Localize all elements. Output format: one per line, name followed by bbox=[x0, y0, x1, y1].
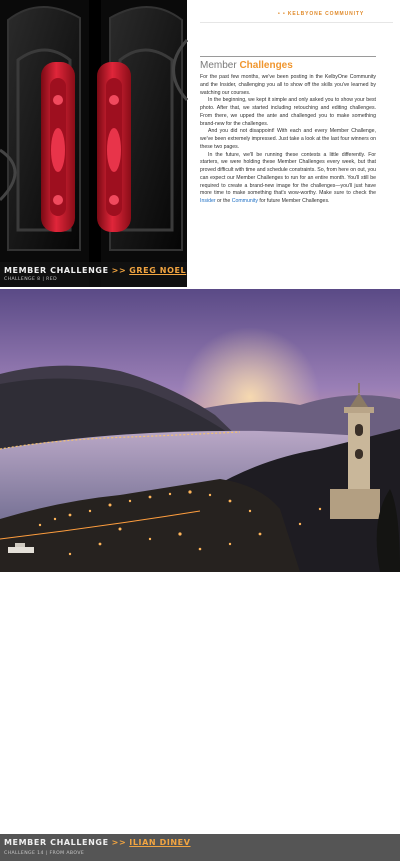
section-header: • • KELBYONE COMMUNITY bbox=[278, 11, 365, 17]
header-divider bbox=[200, 22, 393, 23]
article bbox=[200, 57, 376, 206]
door-photo bbox=[0, 0, 187, 287]
insider-link[interactable]: Insider bbox=[200, 198, 216, 204]
harbor-photo bbox=[0, 289, 400, 856]
title-part-1: Member bbox=[200, 60, 240, 71]
caption-title bbox=[4, 838, 191, 847]
title-part-2: Challenges bbox=[239, 60, 293, 71]
red-handle-left bbox=[41, 62, 75, 232]
paragraph-4 bbox=[200, 152, 376, 206]
caption-title bbox=[4, 266, 186, 275]
caption-separator: >> bbox=[111, 266, 127, 275]
caption-author: ILIAN DINEV bbox=[129, 838, 191, 847]
photo-caption-harbor bbox=[0, 834, 400, 861]
community-link[interactable]: Community bbox=[231, 198, 258, 204]
red-handle-right bbox=[97, 62, 131, 232]
paragraph-4-text-c: for future Member Challenges. bbox=[257, 198, 330, 204]
caption-separator: >> bbox=[111, 838, 127, 847]
photo-caption-door bbox=[0, 262, 187, 287]
paragraph-3: And you did not disappoint! With each and every Member Challenge, we've been extremely impressed. Just take a look at the last four winners on these two pages. bbox=[200, 128, 376, 150]
paragraph-2: In the beginning, we kept it simple and only asked you to show your best photo. After that, we started including retouching and editing challenges. From there, we upped the ante and challenged you to make something brand-new for the challenges. bbox=[200, 97, 376, 127]
caption-subtitle: CHALLENGE 8 | RED bbox=[4, 277, 58, 282]
caption-subtitle: CHALLENGE 14 | FROM ABOVE bbox=[4, 851, 85, 856]
paragraph-4-text-a: In the future, we'll be running these contests a little differently. For starters, we were holding these Member Challenges every week, but that proved difficult with time and schedule constraints. So, from here on out, you can expect our Member Challenges to run for an entire month. You'll still be required to create a brand-new image for the challenges—you'll just have more time to make something that's wow-worthy. Make sure to check the bbox=[200, 151, 376, 197]
caption-label: MEMBER CHALLENGE bbox=[4, 838, 109, 847]
paragraph-1: For the past few months, we've been posting in the KelbyOne Community and the Insider, challenging you all to show off the skills you've learned by watching our courses. bbox=[200, 74, 376, 96]
article-body bbox=[200, 74, 376, 206]
article-title bbox=[200, 59, 376, 72]
caption-author: GREG NOEL bbox=[129, 266, 187, 275]
paragraph-4-text-b: or the bbox=[215, 198, 232, 204]
caption-label: MEMBER CHALLENGE bbox=[4, 266, 109, 275]
